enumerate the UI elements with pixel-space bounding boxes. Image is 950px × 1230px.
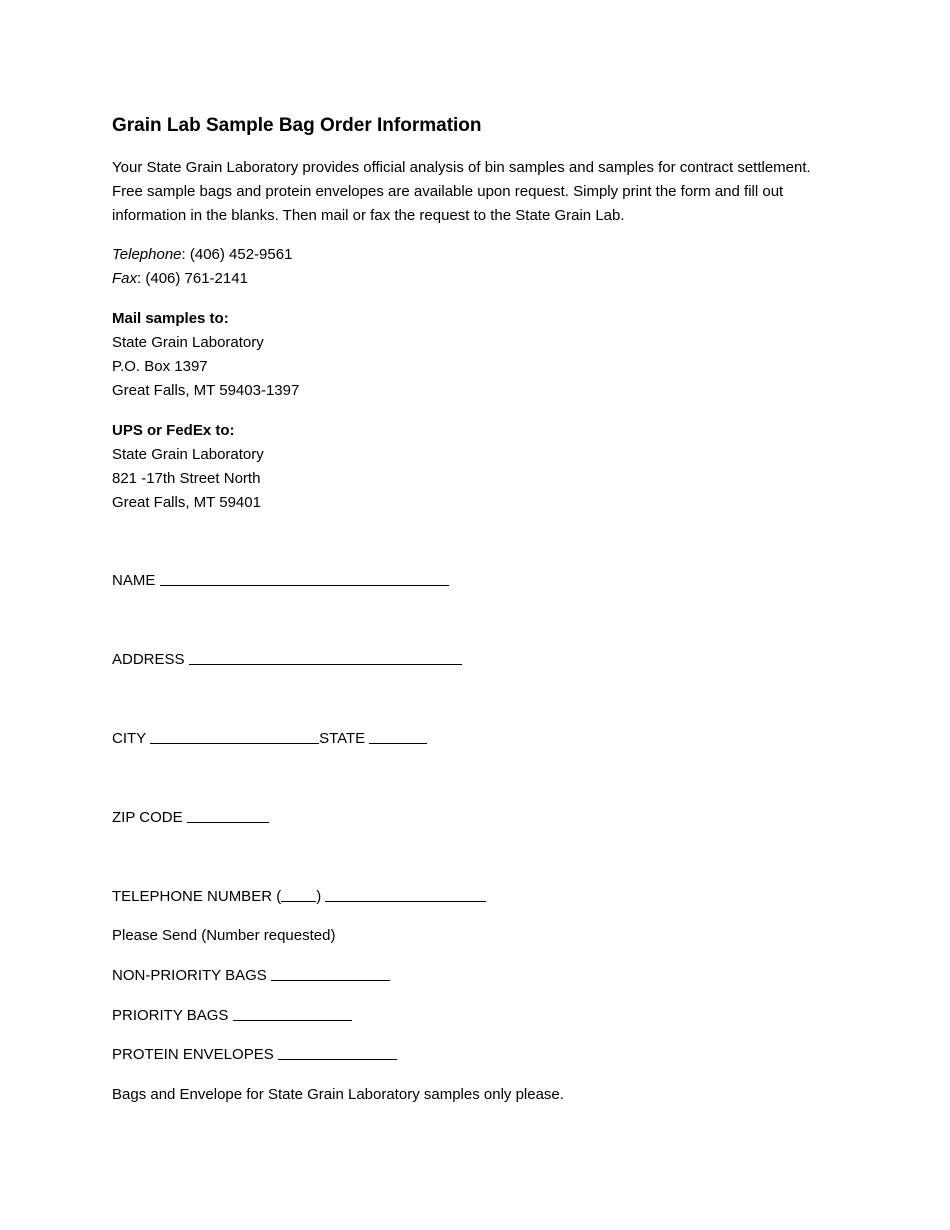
name-label: NAME [112, 572, 156, 589]
please-send-text: Please Send (Number requested) [112, 927, 336, 944]
mail-address-block [112, 307, 299, 403]
telephone-value: : (406) 452-9561 [181, 246, 293, 263]
contact-block [112, 243, 292, 291]
state-label: STATE [319, 730, 366, 747]
priority-bags-blank[interactable] [233, 1004, 352, 1021]
mail-line-3: Great Falls, MT 59403-1397 [112, 382, 300, 399]
address-blank[interactable] [189, 648, 462, 665]
name-blank[interactable] [160, 569, 449, 586]
fax-value: : (406) 761-2141 [137, 270, 248, 287]
ups-line-2: 821 -17th Street North [112, 470, 261, 487]
address-label: ADDRESS [112, 651, 185, 668]
telephone-field-row [112, 885, 486, 909]
non-priority-bags-row [112, 964, 390, 988]
mail-line-1: State Grain Laboratory [112, 334, 264, 351]
non-priority-bags-label: NON-PRIORITY BAGS [112, 967, 267, 984]
ups-heading: UPS or FedEx to: [112, 422, 235, 439]
footer-note: Bags and Envelope for State Grain Laboratory samples only please. [112, 1086, 564, 1103]
zip-blank[interactable] [187, 806, 269, 823]
city-label: CITY [112, 730, 146, 747]
mail-heading: Mail samples to: [112, 310, 229, 327]
telephone-paren-close: ) [316, 888, 322, 905]
ups-address-block [112, 419, 264, 515]
telephone-line [112, 243, 292, 267]
protein-envelopes-row [112, 1043, 397, 1067]
ups-line-1: State Grain Laboratory [112, 446, 264, 463]
zip-field-row [112, 806, 269, 830]
non-priority-bags-blank[interactable] [271, 964, 390, 981]
telephone-label: Telephone [112, 246, 182, 263]
mail-line-2: P.O. Box 1397 [112, 358, 208, 375]
fax-line [112, 267, 292, 291]
city-blank[interactable] [150, 727, 319, 744]
city-state-field-row [112, 727, 427, 751]
name-field-row [112, 569, 449, 593]
page-title: Grain Lab Sample Bag Order Information [112, 115, 482, 136]
priority-bags-label: PRIORITY BAGS [112, 1007, 229, 1024]
telephone-number-blank[interactable] [325, 885, 486, 902]
intro-paragraph: Your State Grain Laboratory provides official analysis of bin samples and samples for contract settlement. Free sample bags and protein envelopes are available upon request. Simply print the form and fill out information in the blanks. Then mail or fax the request to the State Grain Lab. [112, 159, 811, 224]
protein-envelopes-blank[interactable] [278, 1043, 397, 1060]
priority-bags-row [112, 1004, 352, 1028]
telephone-number-label: TELEPHONE NUMBER ( [112, 888, 282, 905]
address-field-row [112, 648, 462, 672]
fax-label: Fax [112, 270, 138, 287]
area-code-blank[interactable] [281, 885, 316, 902]
protein-envelopes-label: PROTEIN ENVELOPES [112, 1046, 274, 1063]
ups-line-3: Great Falls, MT 59401 [112, 494, 261, 511]
zip-label: ZIP CODE [112, 809, 183, 826]
state-blank[interactable] [369, 727, 427, 744]
